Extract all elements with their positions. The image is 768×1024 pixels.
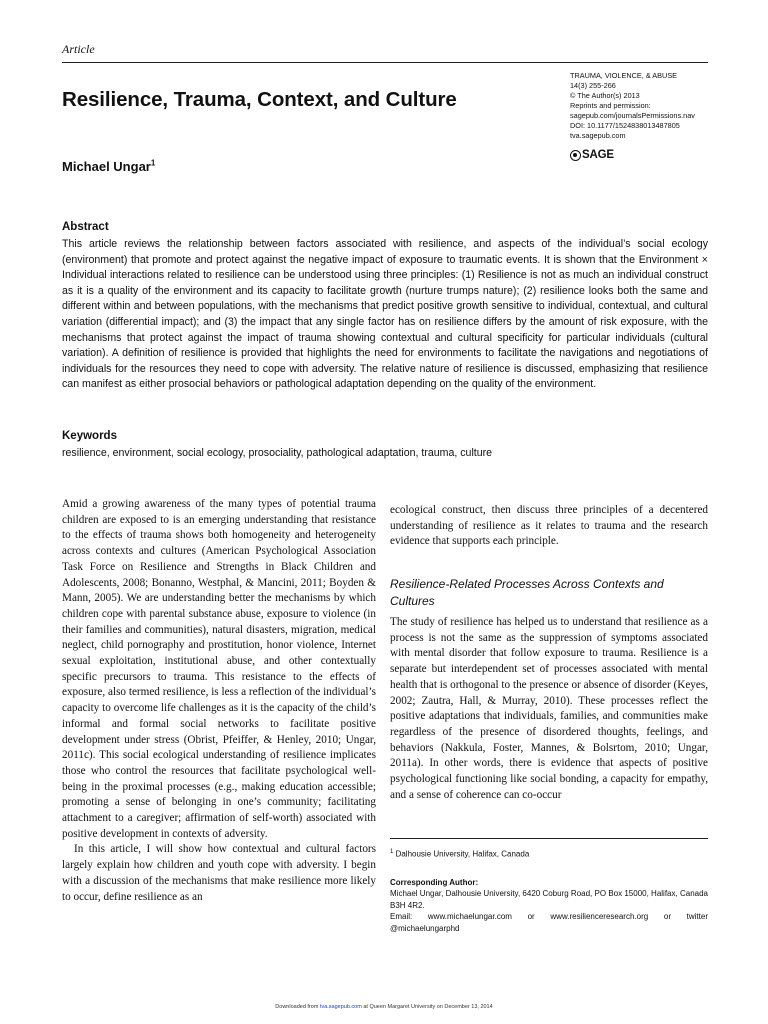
body-right-column	[390, 615, 708, 803]
download-link[interactable]: tva.sagepub.com	[319, 1004, 362, 1010]
download-prefix: Downloaded from	[275, 1004, 319, 1010]
body-left-column	[62, 497, 376, 905]
header-rule	[62, 62, 708, 63]
abstract-text: This article reviews the relationship between factors associated with resilience, and aspects of the individual’s social ecology (environment) that promote and protect against the negative impact of exposure to traumatic events. It is shown that the Environment × Individual interactions related to resilience can be understood using three principles: (1) Resilience is not as much an individual construct as it is a quality of the environment and its capacity to facilitate growth (nurture trumps nature); (2) resilience looks both the same and different within and between populations, with the mechanisms that predict positive growth sensitive to individual, contextual, and cultural variation (differential impact); and (3) the impact that any single factor has on resilience differs by the amount of risk exposure, with the mechanisms that protect against the impact of trauma showing contextual and cultural specificity for particular individuals (cultural variation). A definition of resilience is provided that highlights the need for environments to facilitate the navigations and negotiations of individuals for the resources they need to cope with adversity. The relative nature of resilience is discussed, emphasizing that resilience can manifest as either prosocial behaviors or pathological adaptation depending on the quality of the environment.	[62, 238, 708, 391]
abstract-heading: Abstract	[62, 221, 109, 233]
corresponding-author-heading: Corresponding Author:	[390, 878, 479, 887]
section-heading: Resilience-Related Processes Across Contexts and Cultures	[390, 577, 664, 608]
article-type-label: Article	[62, 42, 95, 56]
journal-name: TRAUMA, VIOLENCE, & ABUSE	[570, 71, 678, 80]
author-affiliation-mark: 1	[150, 158, 156, 168]
journal-reprints: Reprints and permission:	[570, 101, 651, 110]
keywords-heading: Keywords	[62, 430, 117, 442]
affiliation-mark: 1	[390, 849, 394, 855]
download-note	[0, 1004, 768, 1010]
corresponding-email[interactable]: Email: www.michaelungar.com or www.resilienceresearch.org or twitter @michaelungarphd	[390, 912, 708, 933]
footnote-rule	[390, 838, 708, 839]
journal-copyright: © The Author(s) 2013	[570, 91, 640, 100]
affiliation-footnote	[390, 849, 529, 859]
body-paragraph: In this article, I will show how contextual and cultural factors largely explain how children and youth cope with adversity. I begin with a discussion of the mechanisms that make resilience more likely to occur, define resilience as an	[62, 843, 376, 903]
author-name-text: Michael Ungar	[62, 159, 151, 174]
publisher-logo	[570, 149, 614, 161]
body-paragraph: Amid a growing awareness of the many types of potential trauma children are exposed to is an emerging understanding that resistance to the effects of trauma shows both homogeneity and heterogeneity across contexts and cultures (American Psychological Association Task Force on Resilience and Strengths in Black Children and Adolescents, 2008; Bonanno, Westphal, & Mancini, 2011; Boyden & Mann, 2005). We are understanding better the mechanisms by which children cope with parental substance abuse, exposure to violence (in their families and communities), natural disasters, migration, medical neglect, child pornography and prostitution, honor violence, Internet sexual exploitation, institutional abuse, and other contextually specific precursors to trauma. This resistance to the effects of exposure, also termed resilience, is less a reflection of the individual’s capacity to overcome life challenges as it is the capacity of the child’s informal and formal social networks to facilitate positive development under stress (Obrist, Pfeiffer, & Henley, 2010; Ungar, 2011c). This social ecological understanding of resilience implicates those who control the resources that facilitate psychological well-being in the proximal processes (e.g., making education accessible; promoting a sense of belonging in one’s community; facilitating attachment to a caregiver; affirmation of self-worth) associated with positive development in contexts of adversity.	[62, 498, 376, 840]
keywords-text: resilience, environment, social ecology, prosociality, pathological adaptation, trauma, culture	[62, 447, 493, 459]
corresponding-author-details	[390, 888, 708, 934]
journal-permissions-link[interactable]: sagepub.com/journalsPermissions.nav	[570, 111, 695, 120]
journal-volume: 14(3) 255-266	[570, 81, 616, 90]
body-paragraph: ecological construct, then discuss three principles of a decentered understanding of resilience as it relates to trauma and the research evidence that supports each principle.	[390, 504, 708, 548]
publisher-name: SAGE	[582, 149, 614, 161]
download-suffix: at Queen Margaret University on December 13, 2014	[363, 1004, 493, 1010]
journal-site-link[interactable]: tva.sagepub.com	[570, 131, 626, 140]
sage-logo-icon	[570, 150, 581, 161]
article-title: Resilience, Trauma, Context, and Culture	[62, 88, 457, 111]
journal-doi[interactable]: DOI: 10.1177/1524838013487805	[570, 121, 680, 130]
affiliation-text: Dalhousie University, Halifax, Canada	[395, 849, 530, 859]
body-paragraph: The study of resilience has helped us to understand that resilience as a process is not the same as the suppression of symptoms associated with mental disorder that follow exposure to trauma. Resilience is a separate but interdependent set of processes associated with mental health that is orthogonal to the presence or absence of disorder (Keyes, 2002; Zautra, Hall, & Murray, 2010). These processes reflect the positive adaptations that individuals, families, and communities make regardless of the presence of disordered thoughts, feelings, and behaviors (Nakkula, Foster, Mannes, & Bolsrtom, 2010; Ungar, 2011a). In other words, there is evidence that aspects of positive psychological functioning like social bonding, a capacity for empathy, and a sense of coherence can co-occur	[390, 616, 708, 801]
body-right-column-top	[390, 503, 708, 550]
corresponding-address: Michael Ungar, Dalhousie University, 6420 Coburg Road, PO Box 15000, Halifax, Canada B3H 4R2.	[390, 889, 708, 910]
author-name	[62, 159, 155, 174]
journal-info	[570, 71, 740, 141]
